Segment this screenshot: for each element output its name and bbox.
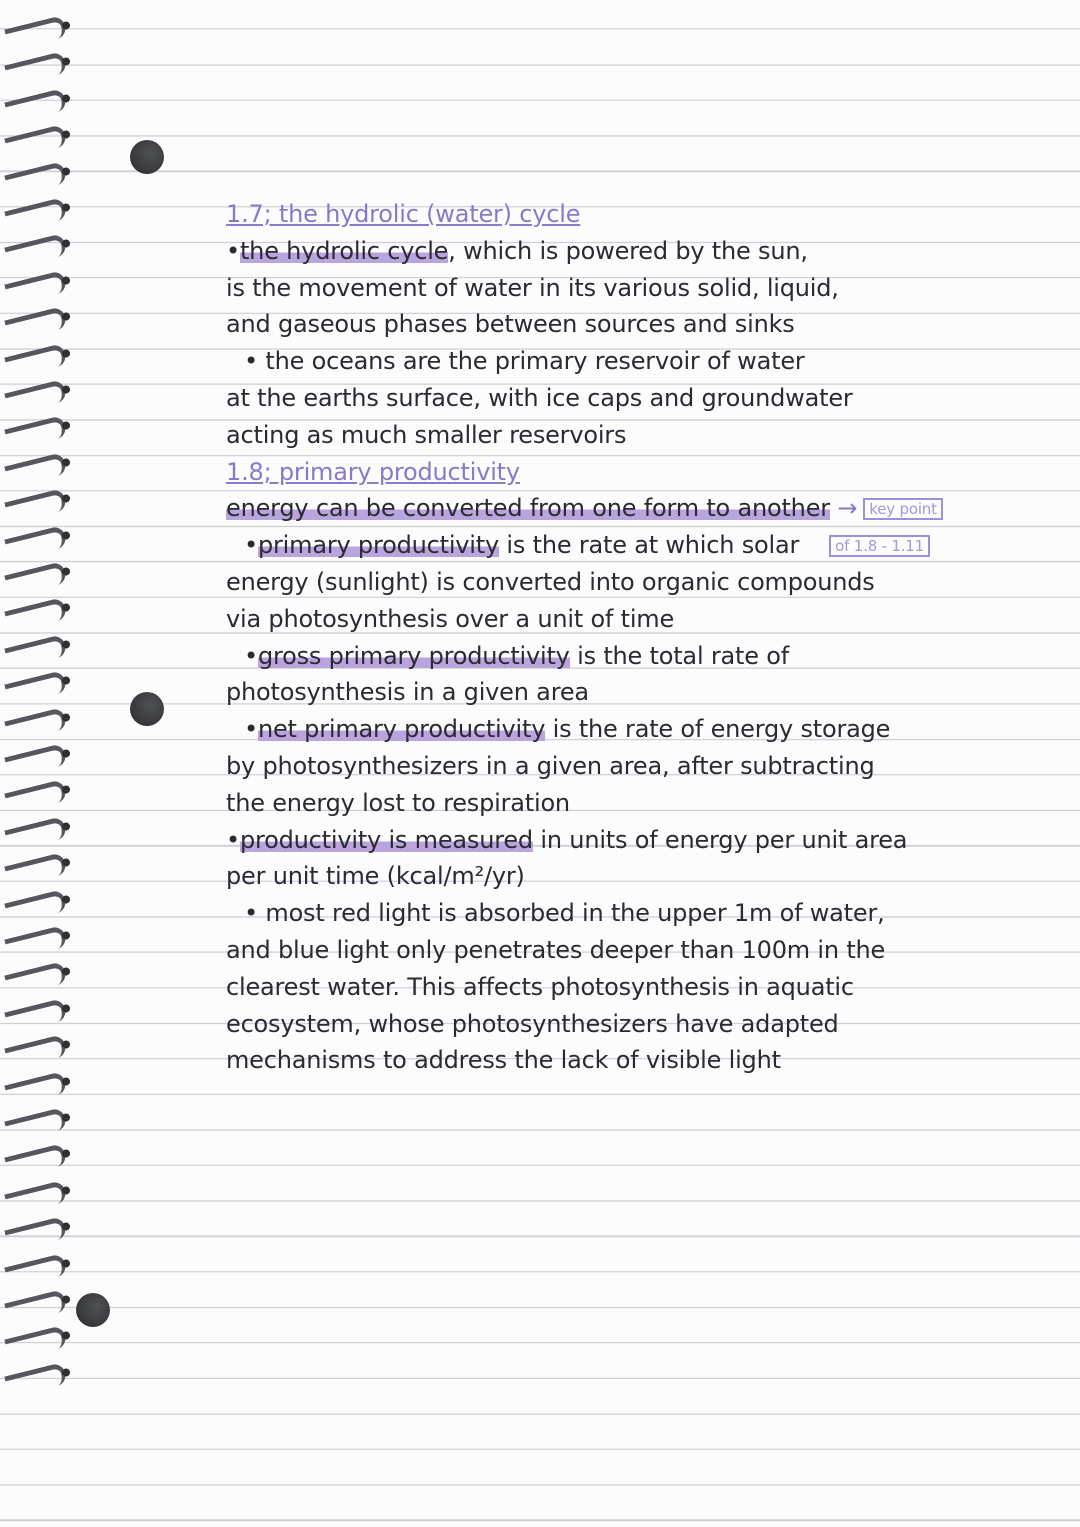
spiral-coil <box>4 1216 68 1252</box>
spiral-coil <box>4 816 68 852</box>
note-line: • most red light is absorbed in the upper 1m of water, <box>244 899 885 928</box>
note-line: mechanisms to address the lack of visible light <box>226 1046 781 1075</box>
spiral-coil <box>4 1253 68 1289</box>
note-text: , which is powered by the sun, <box>448 236 808 265</box>
note-line: at the earths surface, with ice caps and groundwater <box>226 383 853 412</box>
spiral-coil <box>4 889 68 925</box>
punch-hole <box>130 692 164 726</box>
spiral-coil <box>4 343 68 379</box>
note-line: is the movement of water in its various solid, liquid, <box>226 273 839 302</box>
spiral-coil <box>4 51 68 87</box>
note-text: most red light is absorbed in the upper 1m of water, <box>265 899 885 928</box>
note-line: and blue light only penetrates deeper than 100m in the <box>226 935 886 964</box>
note-line: •primary productivity is the rate at which solar of 1.8 - 1.11 <box>226 527 1016 564</box>
note-text: is the total rate of <box>569 641 789 670</box>
note-line: per unit time (kcal/m²/yr) <box>226 862 525 891</box>
spiral-coil <box>4 124 68 160</box>
spiral-coil <box>4 925 68 961</box>
highlighted-term: primary productivity <box>257 531 499 560</box>
note-line: •net primary productivity is the rate of energy storage <box>244 715 891 744</box>
note-text: is the rate of energy storage <box>545 715 891 744</box>
spiral-coil <box>4 961 68 997</box>
section-heading: 1.8; primary productivity <box>226 457 520 486</box>
spiral-coil <box>4 270 68 306</box>
note-line: energy (sunlight) is converted into organic compounds <box>226 567 875 596</box>
spiral-coil <box>4 561 68 597</box>
note-line: ecosystem, whose photosynthesizers have adapted <box>226 1009 839 1038</box>
spiral-coil <box>4 597 68 633</box>
spiral-coil <box>4 161 68 197</box>
spiral-coil <box>4 779 68 815</box>
highlighted-term: gross primary productivity <box>257 641 570 670</box>
note-text: the oceans are the primary reservoir of water <box>265 347 805 376</box>
note-line: • the oceans are the primary reservoir of water <box>244 347 805 376</box>
spiral-coil <box>4 743 68 779</box>
note-line: •productivity is measured in units of energy per unit area <box>226 825 908 854</box>
spiral-coil <box>4 852 68 888</box>
spiral-coil <box>4 1034 68 1070</box>
spiral-coil <box>4 1325 68 1361</box>
punch-hole <box>76 1293 110 1327</box>
punch-hole <box>130 140 164 174</box>
note-line: •gross primary productivity is the total rate of <box>244 641 789 670</box>
spiral-coil <box>4 707 68 743</box>
spiral-coil <box>4 1362 68 1398</box>
highlighted-term: net primary productivity <box>257 715 546 744</box>
note-text: in units of energy per unit area <box>532 825 908 854</box>
highlighted-term: the hydrolic cycle <box>239 236 449 265</box>
spiral-coil <box>4 1289 68 1325</box>
spiral-coil <box>4 197 68 233</box>
note-text: is the rate at which solar <box>499 531 800 560</box>
spiral-coil <box>4 15 68 51</box>
note-line: the energy lost to respiration <box>226 788 570 817</box>
note-line: acting as much smaller reservoirs <box>226 420 627 449</box>
spiral-coil <box>4 634 68 670</box>
spiral-coil <box>4 1180 68 1216</box>
section-heading: 1.7; the hydrolic (water) cycle <box>226 200 581 228</box>
range-box: of 1.8 - 1.11 <box>829 535 930 557</box>
note-line: •the hydrolic cycle, which is powered by the sun, <box>226 236 808 265</box>
spiral-coil <box>4 452 68 488</box>
spiral-coil <box>4 306 68 342</box>
spiral-coil <box>4 998 68 1034</box>
spiral-coil <box>4 379 68 415</box>
spiral-coil <box>4 1107 68 1143</box>
note-line: photosynthesis in a given area <box>226 678 589 707</box>
note-line: and gaseous phases between sources and sinks <box>226 310 795 339</box>
spiral-coil <box>4 670 68 706</box>
spiral-coil <box>4 1143 68 1179</box>
spiral-coil <box>4 488 68 524</box>
highlighted-term: productivity is measured <box>239 825 533 854</box>
spiral-coil <box>4 233 68 269</box>
highlighted-text: energy can be converted from one form to another <box>226 494 830 523</box>
note-line: via photosynthesis over a unit of time <box>226 604 675 633</box>
key-point-box: key point <box>863 498 942 520</box>
note-line <box>226 490 1016 527</box>
spiral-binding <box>0 0 85 1527</box>
spiral-coil <box>4 525 68 561</box>
spiral-coil <box>4 415 68 451</box>
spiral-coil <box>4 88 68 124</box>
note-line: by photosynthesizers in a given area, after subtracting <box>226 751 875 780</box>
arrow: → <box>837 494 858 523</box>
handwritten-notes <box>226 196 1016 1079</box>
note-line: clearest water. This affects photosynthesis in aquatic <box>226 972 854 1001</box>
spiral-coil <box>4 1071 68 1107</box>
